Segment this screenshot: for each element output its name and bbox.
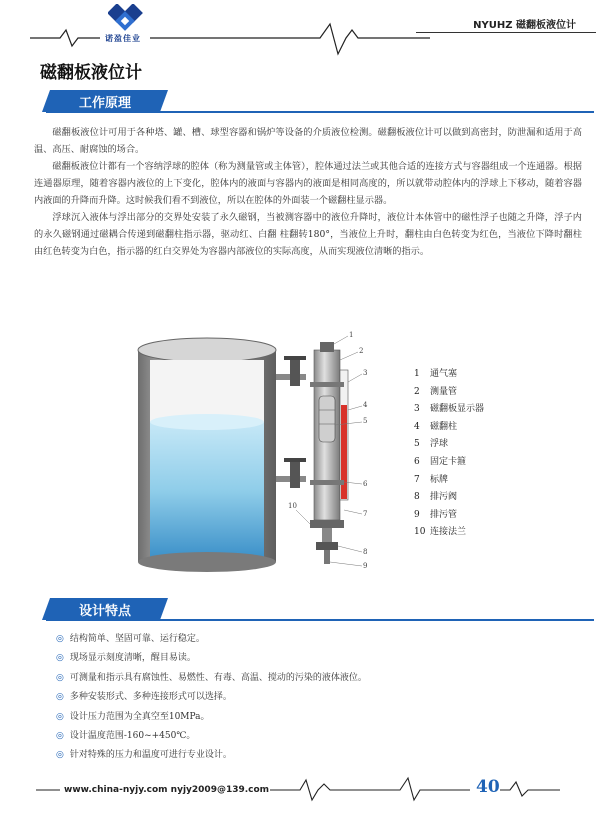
- legend-item: 3 磁翻板显示器: [414, 404, 485, 415]
- upper-valve: [290, 360, 300, 386]
- bullet-icon: ◎: [56, 653, 64, 664]
- section-heading-principle: [36, 90, 616, 112]
- header-rule: [416, 32, 596, 33]
- list-item: ◎ 结构简单、坚固可靠、运行稳定。: [56, 634, 205, 644]
- principle-text: [34, 124, 582, 260]
- callout-number: 1: [349, 331, 354, 339]
- callout-number: 10: [288, 502, 297, 510]
- vent-plug: [320, 342, 334, 352]
- callout-number: 4: [363, 401, 368, 409]
- section-heading-label: 设计特点: [78, 604, 131, 619]
- bullet-icon: ◎: [56, 731, 64, 742]
- callout-number: 2: [359, 347, 364, 355]
- page-footer: [0, 772, 616, 802]
- legend-item: 8 排污阀: [414, 492, 458, 503]
- paragraph: 磁翻板液位计都有一个容纳浮球的腔体（称为测量管或主体管），腔体通过法兰或其他合适的连接方式与容器组成一个连通器。根据连通器原理，随着容器内液位的上下变化，腔体内的液面与容器内的液面是相同高度的，所以就带动腔体内的浮球上下移动，随着容器内液面的升降而升降。这时候我们看不到液位，所以在腔体的外面装一个磁翻柱显示器。: [34, 161, 582, 206]
- parts-legend: [414, 366, 484, 542]
- liquid: [150, 422, 264, 560]
- list-item: ◎ 设计温度范围-160~+450℃。: [56, 731, 196, 742]
- list-item: ◎ 现场显示刻度清晰，醒目易读。: [56, 653, 196, 664]
- bullet-icon: ◎: [56, 711, 64, 722]
- legend-item: 7 标牌: [414, 474, 449, 485]
- footer-contact: www.china-nyjy.com nyjy2009@139.com: [64, 785, 270, 795]
- float: [319, 396, 335, 442]
- section-heading-label: 工作原理: [78, 96, 131, 111]
- callout-number: 6: [363, 480, 368, 488]
- callout-number: 3: [363, 369, 368, 377]
- features-list: [56, 630, 367, 766]
- tank-top: [138, 338, 276, 362]
- company-name: 诺盈佳业: [105, 34, 141, 43]
- callout-number: 5: [363, 417, 368, 425]
- callout-number: 7: [363, 510, 368, 518]
- callout-number: 8: [363, 548, 368, 556]
- bullet-icon: ◎: [56, 672, 64, 683]
- list-item: ◎ 针对特殊的压力和温度可进行专业设计。: [56, 750, 232, 761]
- legend-item: 6 固定卡箍: [414, 456, 467, 467]
- drain-pipe: [324, 550, 330, 564]
- section-heading-features: [36, 598, 616, 620]
- list-item: ◎ 设计压力范围为全真空至10MPa。: [56, 711, 210, 722]
- list-item: ◎ 多种安装形式、多种连接形式可以选择。: [56, 692, 232, 703]
- paragraph: 磁翻板液位计可用于各种塔、罐、槽、球型容器和锅炉等设备的介质液位检测。磁翻板液位计可以做到高密封，防泄漏和适用于高温、高压、耐腐蚀的场合。: [34, 127, 582, 155]
- drain-valve: [316, 542, 338, 550]
- legend-item: 10 连接法兰: [414, 527, 467, 538]
- legend-item: 4 磁翻柱: [414, 421, 458, 432]
- legend-item: 1 通气塞: [414, 369, 458, 379]
- clamp: [310, 382, 344, 387]
- legend-item: 5 浮球: [414, 439, 449, 450]
- page-number: 40: [476, 777, 500, 797]
- callout-number: 9: [363, 562, 368, 570]
- legend-item: 2 测量管: [414, 386, 458, 397]
- paragraph: 浮球沉入液体与浮出部分的交界处安装了永久磁钢，当被测容器中的液位升降时，液位计本体管中的磁性浮子也随之升降，浮子内的永久磁钢通过磁耦合传递到磁翻柱指示器，驱动红、白翻 柱翻转180°，当液位上升时，翻柱由白色转变为红色，当液位下降时翻柱由红色转变为白色，指示器的红白交界处为容器内部液位的实际高度，从而实现液位清晰的指示。: [34, 212, 582, 257]
- catalog-label: NYUHZ 磁翻板液位计: [473, 20, 576, 31]
- page-title: 磁翻板液位计: [40, 63, 142, 83]
- bottom-flange: [310, 520, 344, 528]
- level-gauge-diagram: [130, 330, 380, 575]
- legend-item: 9 排污管: [414, 509, 458, 520]
- bullet-icon: ◎: [56, 692, 64, 703]
- bullet-icon: ◎: [56, 750, 64, 761]
- bullet-icon: ◎: [56, 634, 64, 644]
- lower-valve: [290, 462, 300, 488]
- list-item: ◎ 可测量和指示具有腐蚀性、易燃性、有毒、高温、搅动的污染的液体液位。: [56, 672, 367, 683]
